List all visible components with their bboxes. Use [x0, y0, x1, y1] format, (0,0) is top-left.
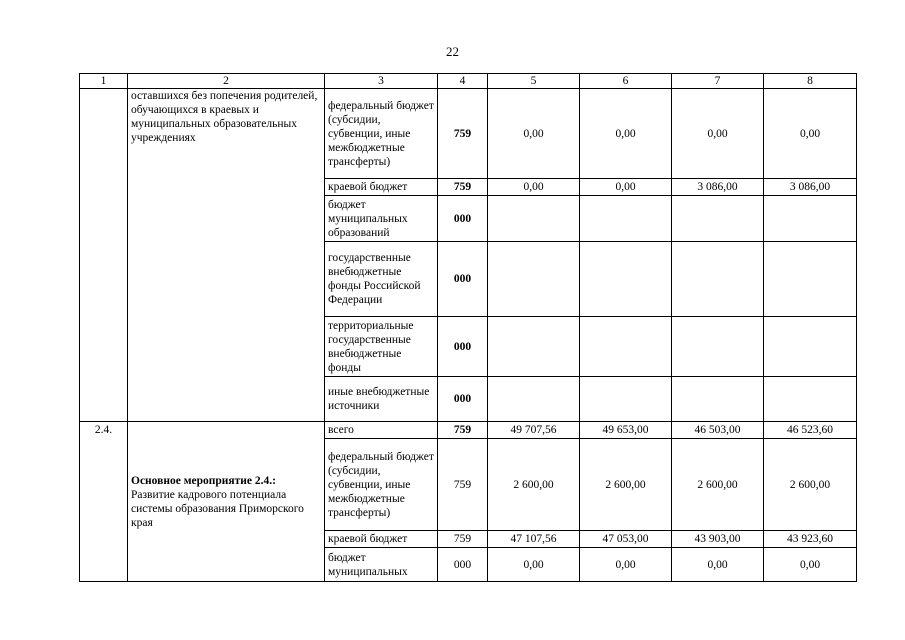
budget-code: 000 [438, 548, 488, 582]
value-cell: 46 503,00 [672, 422, 764, 439]
measure-description: оставшихся без попечения родителей, обучающихся в краевых и муниципальных образовательных учреждениях [128, 89, 325, 422]
value-cell: 0,00 [488, 179, 580, 196]
value-cell: 2 600,00 [488, 439, 580, 531]
funding-source: краевой бюджет [325, 179, 438, 196]
row-number-cell [80, 89, 128, 422]
table-row [80, 89, 857, 179]
budget-code: 759 [438, 439, 488, 531]
value-cell: 49 707,56 [488, 422, 580, 439]
value-cell: 2 600,00 [672, 439, 764, 531]
value-cell [764, 377, 857, 422]
table-row [80, 422, 857, 439]
measure-title: Основное мероприятие 2.4.: [131, 474, 276, 487]
row-number-cell: 2.4. [80, 422, 128, 582]
value-cell: 2 600,00 [580, 439, 672, 531]
value-cell [672, 377, 764, 422]
value-cell: 0,00 [580, 89, 672, 179]
value-cell [672, 242, 764, 317]
value-cell [764, 317, 857, 377]
value-cell: 0,00 [764, 548, 857, 582]
measure-description [128, 422, 325, 582]
header-col-6: 6 [580, 74, 672, 89]
budget-code: 759 [438, 89, 488, 179]
header-row [80, 74, 857, 89]
value-cell [672, 196, 764, 242]
header-col-4: 4 [438, 74, 488, 89]
value-cell: 3 086,00 [764, 179, 857, 196]
header-col-3: 3 [325, 74, 438, 89]
value-cell: 47 053,00 [580, 531, 672, 548]
value-cell: 0,00 [488, 548, 580, 582]
value-cell [580, 377, 672, 422]
value-cell: 49 653,00 [580, 422, 672, 439]
value-cell: 2 600,00 [764, 439, 857, 531]
header-col-7: 7 [672, 74, 764, 89]
value-cell [764, 242, 857, 317]
value-cell: 0,00 [672, 548, 764, 582]
value-cell [672, 317, 764, 377]
value-cell: 0,00 [580, 548, 672, 582]
funding-source: краевой бюджет [325, 531, 438, 548]
funding-source: бюджет муниципальных образований [325, 196, 438, 242]
funding-source: государственные внебюджетные фонды Российской Федерации [325, 242, 438, 317]
value-cell: 43 923,60 [764, 531, 857, 548]
budget-code: 759 [438, 422, 488, 439]
budget-code: 759 [438, 179, 488, 196]
value-cell: 46 523,60 [764, 422, 857, 439]
value-cell [580, 242, 672, 317]
budget-code: 759 [438, 531, 488, 548]
budget-code: 000 [438, 242, 488, 317]
funding-source: бюджет муниципальных [325, 548, 438, 582]
value-cell: 0,00 [672, 89, 764, 179]
value-cell: 3 086,00 [672, 179, 764, 196]
page-number: 22 [446, 44, 459, 59]
measure-name: Развитие кадрового потенциала системы образования Приморского края [131, 488, 304, 529]
budget-code: 000 [438, 377, 488, 422]
value-cell [764, 196, 857, 242]
value-cell [488, 317, 580, 377]
funding-source: иные внебюджетные источники [325, 377, 438, 422]
value-cell [488, 196, 580, 242]
funding-source: всего [325, 422, 438, 439]
funding-source: территориальные государственные внебюджетные фонды [325, 317, 438, 377]
budget-table [79, 73, 857, 582]
funding-source: федеральный бюджет (субсидии, субвенции, иные межбюджетные трансферты) [325, 439, 438, 531]
value-cell [580, 317, 672, 377]
budget-code: 000 [438, 317, 488, 377]
funding-source: федеральный бюджет (субсидии, субвенции, иные межбюджетные трансферты) [325, 89, 438, 179]
value-cell: 0,00 [580, 179, 672, 196]
value-cell [580, 196, 672, 242]
value-cell [488, 242, 580, 317]
budget-code: 000 [438, 196, 488, 242]
header-col-8: 8 [764, 74, 857, 89]
value-cell: 47 107,56 [488, 531, 580, 548]
value-cell [488, 377, 580, 422]
header-col-5: 5 [488, 74, 580, 89]
value-cell: 0,00 [764, 89, 857, 179]
value-cell: 43 903,00 [672, 531, 764, 548]
header-col-2: 2 [128, 74, 325, 89]
header-col-1: 1 [80, 74, 128, 89]
value-cell: 0,00 [488, 89, 580, 179]
